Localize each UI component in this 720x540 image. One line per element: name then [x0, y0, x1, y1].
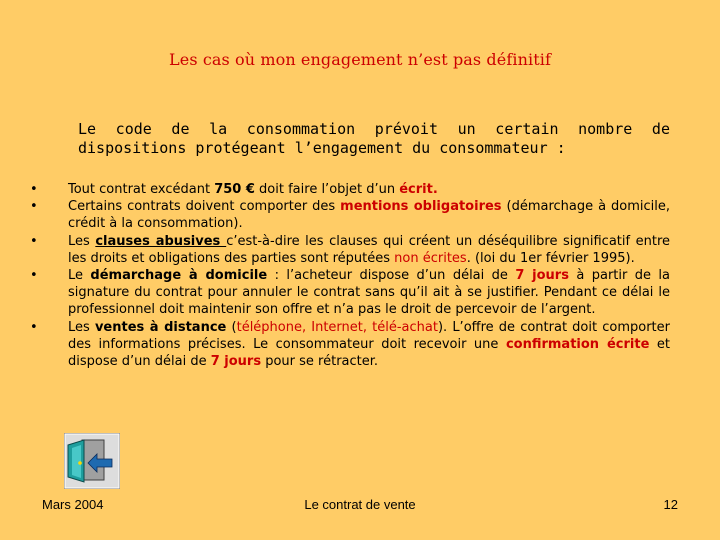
bullet-text: ( [226, 319, 237, 335]
highlight-channels: téléphone, Internet, télé-achat [236, 319, 438, 335]
highlight-7-jours: 7 jours [515, 268, 569, 284]
slide-title: Les cas où mon engagement n’est pas définitif [169, 50, 551, 69]
bullet-text: : l’acheteur dispose d’un délai de [267, 268, 516, 284]
footer-title: Le contrat de vente [304, 497, 416, 512]
bullet-item-written-contract [30, 181, 670, 198]
bullet-item-distance-selling [30, 319, 670, 371]
bullet-text: et dispose d’un délai de [68, 336, 670, 370]
bullet-dot: • [30, 268, 38, 284]
intro-line-1: Le code de la consommation prévoit un certain nombre de [78, 120, 670, 138]
bullet-text: (démarchage à domicile, crédit à la consommation). [68, 199, 670, 232]
bullet-text: . (loi du 1er février 1995). [466, 250, 635, 266]
bullet-text: pour se rétracter. [261, 354, 379, 370]
bullet-list [30, 181, 670, 370]
highlight-non-ecrites: non écrites [394, 250, 467, 266]
page-number: 12 [663, 497, 678, 512]
bullet-dot: • [30, 319, 38, 335]
exit-door-icon[interactable] [64, 433, 120, 489]
highlight-mentions-obligatoires: mentions obligatoires [340, 199, 502, 215]
highlight-demarchage: démarchage à domicile [90, 268, 268, 284]
bullet-text: c’est-à-dire les clauses qui créent un déséquilibre significatif entre les droits et obligations des parties sont réputées [68, 233, 671, 266]
bullet-item-door-to-door [30, 267, 670, 319]
highlight-7-jours: 7 jours [210, 354, 262, 370]
bullet-dot: • [30, 233, 38, 249]
amount-threshold: 750 € [214, 182, 255, 197]
bullet-text: doit faire l’objet d’un [254, 182, 400, 197]
bullet-text: Tout contrat excédant [68, 182, 215, 197]
bullet-text: Le [68, 268, 91, 284]
bullet-text: Certains contrats doivent comporter des [68, 199, 341, 215]
bullet-text: ). L’offre de contrat doit comporter des informations précises. Le consommateur doit recevoir une [68, 319, 670, 352]
bullet-item-abusive-clauses [30, 233, 670, 267]
highlight-clauses-abusives: clauses abusives [95, 233, 227, 249]
highlight-ventes-distance: ventes à distance [94, 319, 227, 335]
intro-line-2: dispositions protégeant l’engagement du consommateur : [78, 139, 566, 157]
bullet-dot: • [30, 182, 38, 197]
intro-paragraph [78, 120, 670, 158]
bullet-text: Les [68, 319, 95, 335]
highlight-confirmation-ecrite: confirmation écrite [505, 336, 650, 352]
bullet-dot: • [30, 199, 38, 215]
bullet-item-mandatory-mentions [30, 198, 670, 232]
highlight-ecrit: écrit. [399, 182, 438, 197]
footer-date: Mars 2004 [42, 497, 104, 512]
bullet-text: à partir de la signature du contrat pour annuler le contrat sans qu’il ait à se justifier. Pendant ce délai le professionnel doit maintenir son offre et n’a pas le droit de percevoir de l’argent. [68, 268, 670, 318]
bullet-text: Les [68, 233, 96, 249]
